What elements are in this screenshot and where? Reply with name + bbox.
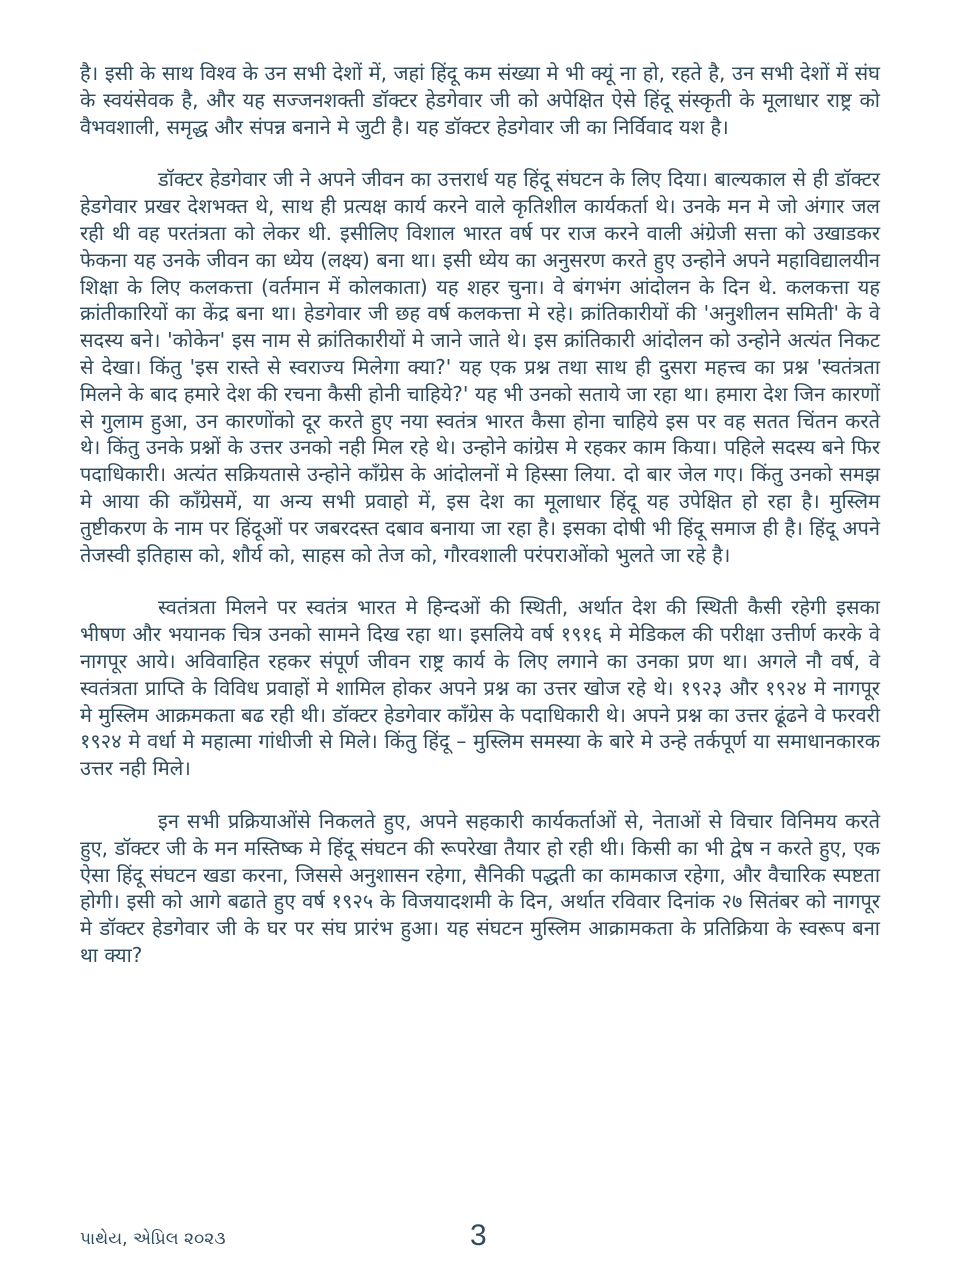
paragraph-continuation: है। इसी के साथ विश्व के उन सभी देशों में, जहां हिंदू कम संख्या मे भी क्यूं ना हो, रहते है, उन सभी देशों में संघ के स्वयंसेवक है, और यह सज्जनशक्ती डॉक्टर हेडगेवार जी को अपेक्षित ऐसे हिंदू संस्कृती के मूलाधार राष्ट्र को वैभवशाली, समृद्ध और संपन्न बनाने मे जुटी है। यह डॉक्टर हेडगेवार जी का निर्विवाद यश है।	[80, 61, 880, 139]
paragraph-sangh-founding: इन सभी प्रक्रियाओंसे निकलते हुए, अपने सहकारी कार्यकर्ताओं से, नेताओं से विचार विनिमय करते हुए, डॉक्टर जी के मन मस्तिष्क मे हिंदू संघटन की रूपरेखा तैयार हो रही थी। किसी का भी द्वेष न करते हुए, एक ऐसा हिंदू संघटन खडा करना, जिससे अनुशासन रहेगा, सैनिकी पद्धती का कामकाज रहेगा, और वैचारिक स्पष्टता होगी। इसी को आगे बढाते हुए वर्ष १९२५ के विजयादशमी के दिन, अर्थात रविवार दिनांक २७ सितंबर को नागपूर मे डॉक्टर हेडगेवार जी के घर पर संघ प्रारंभ हुआ। यह संघटन मुस्लिम आक्रामकता के प्रतिक्रिया के स्वरूप बना था क्या?	[80, 808, 880, 967]
article-body	[80, 60, 880, 969]
paragraph-independence-vision: स्वतंत्रता मिलने पर स्वतंत्र भारत मे हिन्दओं की स्थिती, अर्थात देश की स्थिती कैसी रहेगी इसका भीषण और भयानक चित्र उनको सामने दिख रहा था। इसलिये वर्ष १९१६ मे मेडिकल की परीक्षा उत्तीर्ण करके वे नागपूर आये। अविवाहित रहकर संपूर्ण जीवन राष्ट्र कार्य के लिए लगाने का उनका प्रण था। अगले नौ वर्ष, वे स्वतंत्रता प्राप्ति के विविध प्रवाहों मे शामिल होकर अपने प्रश्न का उत्तर खोज रहे थे। १९२३ और १९२४ मे नागपूर मे मुस्लिम आक्रमकता बढ रही थी। डॉक्टर हेडगेवार कॉंग्रेस के पदाधिकारी थे। अपने प्रश्न का उत्तर ढूंढने वे फरवरी १९२४ मे वर्धा मे महात्मा गांधीजी से मिले। किंतु हिंदू – मुस्लिम समस्या के बारे मे उन्हे तर्कपूर्ण या समाधानकारक उत्तर नही मिले।	[80, 595, 881, 781]
page-number: 3	[470, 1219, 487, 1252]
footer-publication: પાથેય, એપ્રિલ ૨૦૨૩	[80, 1229, 226, 1249]
paragraph-hedgewar-life: डॉक्टर हेडगेवार जी ने अपने जीवन का उत्तरार्ध यह हिंदू संघटन के लिए दिया। बाल्यकाल से ही डॉक्टर हेडगेवार प्रखर देशभक्त थे, साथ ही प्रत्यक्ष कार्य करने वाले कृतिशील कार्यकर्ता थे। उनके मन मे जो अंगार जल रही थी वह परतंत्रता को लेकर थी. इसीलिए विशाल भारत वर्ष पर राज करने वाली अंग्रेजी सत्ता को उखाडकर फेकना यह उनके जीवन का ध्येय (लक्ष्य) बना था। इसी ध्येय का अनुसरण करते हुए उन्होने अपने महाविद्यालयीन शिक्षा के लिए कलकत्ता (वर्तमान में कोलकाता) यह शहर चुना। वे बंगभंग आंदोलन के दिन थे. कलकत्ता यह क्रांतीकारियों का केंद्र बना था। हेडगेवार जी छह वर्ष कलकत्ता मे रहे। क्रांतिकारीयों की 'अनुशीलन समिती' के वे सदस्य बने। 'कोकेन' इस नाम से क्रांतिकारीयों मे जाने जाते थे। इस क्रांतिकारी आंदोलन को उन्होने अत्यंत निकट से देखा। किंतु 'इस रास्ते से स्वराज्य मिलेगा क्या?' यह एक प्रश्न तथा साथ ही दुसरा महत्त्व का प्रश्न 'स्वतंत्रता मिलने के बाद हमारे देश की रचना कैसी होनी चाहिये?' यह भी उनको सताये जा रहा था। हमारा देश जिन कारणों से गुलाम हुआ, उन कारणोंको दूर करते हुए नया स्वतंत्र भारत कैसा होना चाहिये इस पर वह सतत चिंतन करते थे। किंतु उनके प्रश्नों के उत्तर उनको नही मिल रहे थे। उन्होने कांग्रेस मे रहकर काम किया। पहिले सदस्य बने फिर पदाधिकारी। अत्यंत सक्रियतासे उन्होने कॉंग्रेस के आंदोलनों मे हिस्सा लिया. दो बार जेल गए। किंतु उनको समझ मे आया की कॉंग्रेसमें, या अन्य सभी प्रवाहो में, इस देश का मूलाधार हिंदू यह उपेक्षित हो रहा है। मुस्लिम तुष्टीकरण के नाम पर हिंदूओं पर जबरदस्त दबाव बनाया जा रहा है। इसका दोषी भी हिंदू समाज ही है। हिंदू अपने तेजस्वी इतिहास को, शौर्य को, साहस को तेज को, गौरवशाली परंपराओंको भुलते जा रहे है।	[80, 167, 880, 567]
